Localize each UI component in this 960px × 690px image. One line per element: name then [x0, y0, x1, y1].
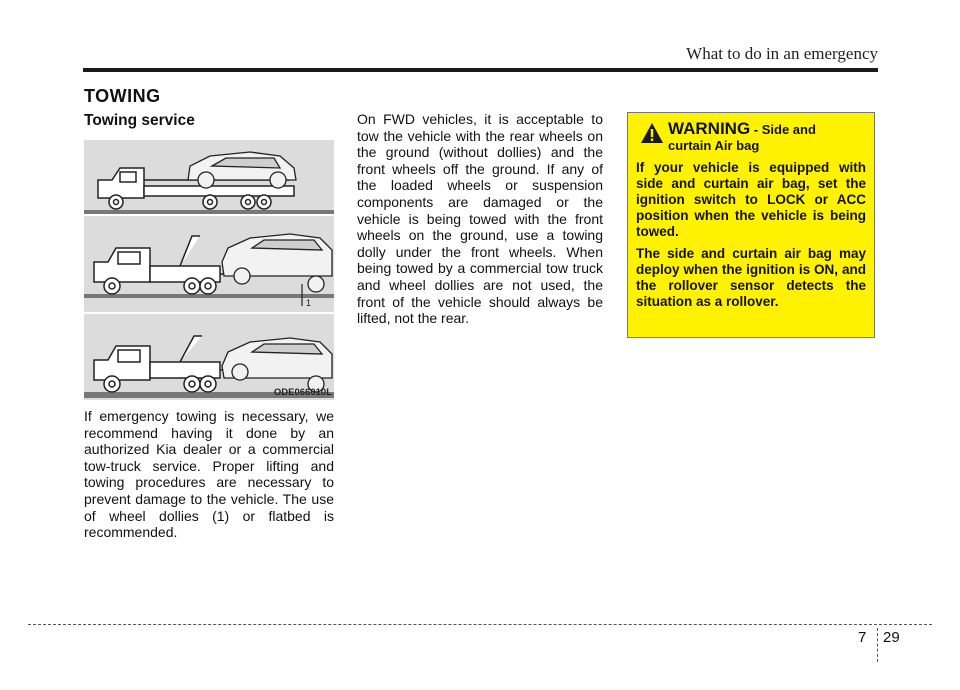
warning-body-1: If your vehicle is equipped with side and curtain air bag, set the ignition switch to LOCK or ACC position when the vehicle is being towed. — [636, 160, 866, 239]
warning-triangle-icon — [640, 122, 664, 144]
page-number: 29 — [883, 629, 900, 646]
footer-rule — [28, 624, 932, 625]
figure-code: ODE066010L — [273, 387, 332, 398]
section-title: TOWING — [84, 86, 161, 106]
warning-heading — [636, 121, 866, 154]
chapter-number: 7 — [858, 629, 867, 646]
warning-subtitle-2: curtain Air bag — [668, 138, 760, 153]
header-rule — [83, 68, 878, 72]
callout-number: 1 — [306, 298, 312, 308]
running-header: What to do in an emergency — [686, 44, 878, 63]
towing-illustration — [84, 140, 334, 402]
warning-word: WARNING — [668, 119, 751, 138]
warning-box — [627, 112, 875, 338]
page-number-separator — [877, 628, 878, 662]
warning-subtitle-1: - Side and — [750, 122, 816, 137]
warning-heading-text — [668, 121, 816, 154]
towing-recommendation-text: If emergency towing is necessary, we recommend having it done by an authorized Kia dealer or a commercial tow-truck service. Proper lifting and towing procedures are necessary to prevent damage to the vehicle. The use of wheel dollies (1) or flatbed is recommended. — [84, 408, 334, 541]
fwd-towing-text: On FWD vehicles, it is acceptable to tow the vehicle with the rear wheels on the ground (without dollies) and the front wheels off the ground. If any of the loaded wheels or suspension components are damaged or the vehicle is being towed with the front wheels on the ground, use a towing dolly under the front wheels. When being towed by a commercial tow truck and wheel dollies are not used, the front of the vehicle should always be lifted, not the rear. — [357, 111, 603, 327]
warning-body-2: The side and curtain air bag may deploy when the ignition is ON, and the rollover sensor detects the situation as a rollover. — [636, 246, 866, 309]
subsection-title: Towing service — [84, 112, 195, 129]
ground-line-1 — [84, 210, 334, 214]
towing-methods-figure — [84, 140, 334, 402]
